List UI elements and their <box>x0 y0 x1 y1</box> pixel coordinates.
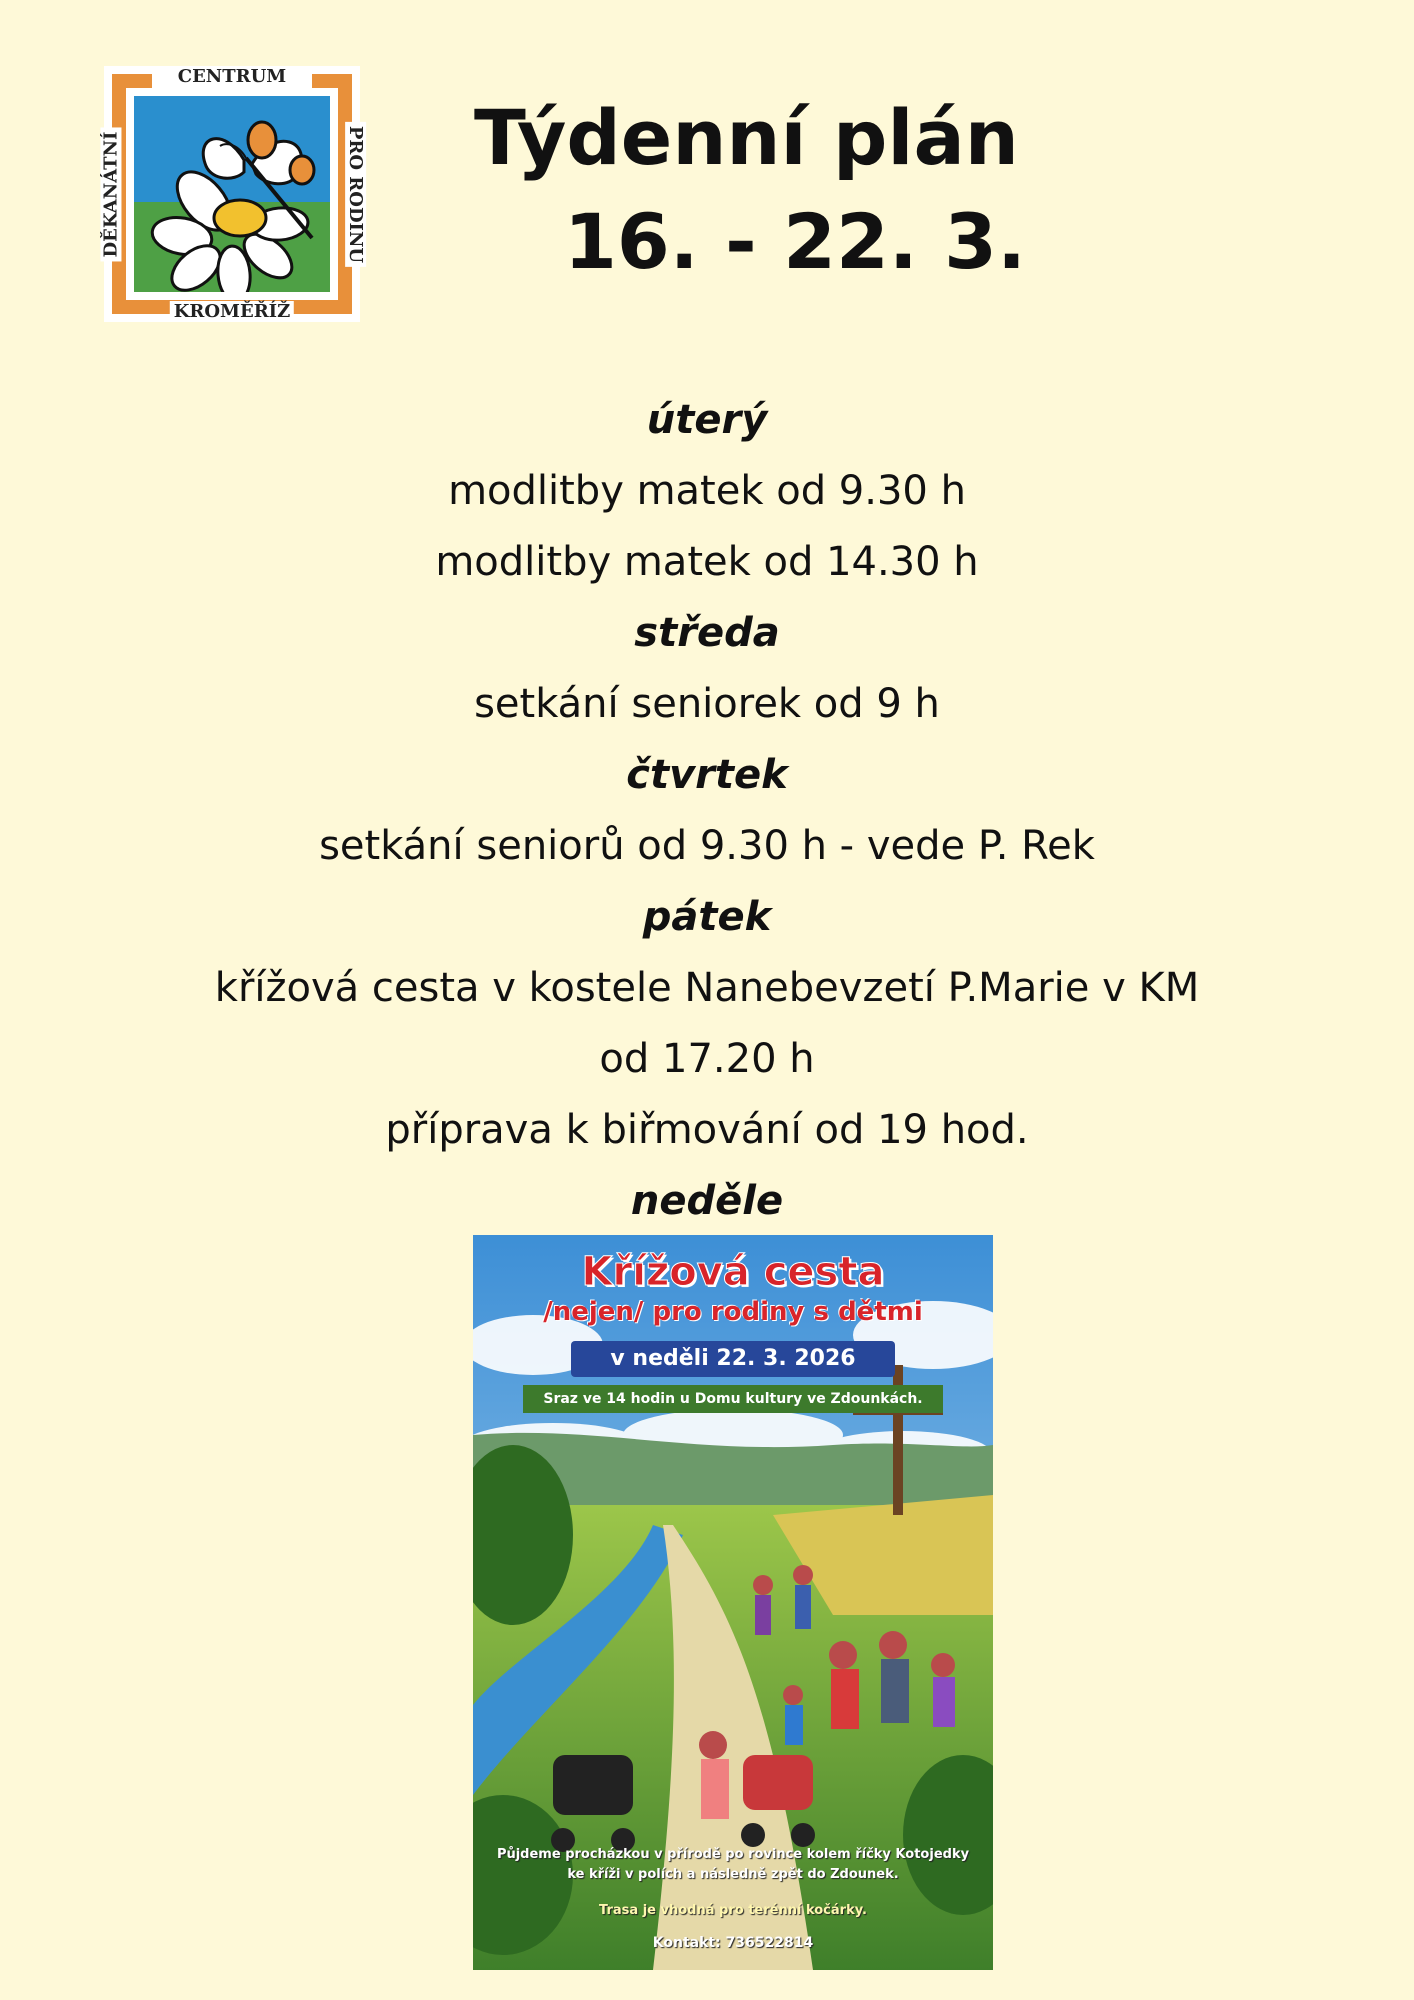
poster-date: v neděli 22. 3. 2026 <box>571 1341 895 1377</box>
logo-emblem <box>134 96 330 292</box>
day-heading: úterý <box>646 397 768 443</box>
page-title <box>380 93 1090 286</box>
event-line: modlitby matek od 14.30 h <box>435 539 979 585</box>
logo <box>100 66 366 322</box>
day-heading: čtvrtek <box>626 752 788 798</box>
event-line: modlitby matek od 9.30 h <box>448 468 966 514</box>
event-line: setkání seniorek od 9 h <box>474 681 940 727</box>
event-line: setkání seniorů od 9.30 h - vede P. Rek <box>319 823 1095 869</box>
poster-title: Křížová cesta <box>581 1249 885 1295</box>
event-line: křížová cesta v kostele Nanebevzetí P.Marie v KM <box>214 965 1200 1011</box>
title-dates: 16. - 22. 3. <box>564 197 1026 286</box>
day-heading: středa <box>634 610 780 656</box>
logo-text-right: PRO RODINU <box>345 122 366 267</box>
poster-contact: Kontakt: 736522814 <box>652 1935 814 1951</box>
poster-note: Trasa je vhodná pro terénní kočárky. <box>599 1903 867 1918</box>
poster-description <box>473 1845 993 1885</box>
weekly-schedule <box>0 385 1414 1237</box>
daisy-butterfly-icon <box>134 96 330 292</box>
poster-subtitle: /nejen/ pro rodiny s dětmi <box>543 1297 923 1327</box>
poster-description-line: ke kříži v polích a následně zpět do Zdounek. <box>567 1867 899 1882</box>
day-heading: neděle <box>630 1178 784 1224</box>
event-poster <box>473 1235 993 1970</box>
poster-description-line: Půjdeme procházkou v přírodě po rovince kolem říčky Kotojedky <box>496 1847 970 1862</box>
logo-text-left: DĚKANÁTNÍ <box>100 128 121 262</box>
title-heading: Týdenní plán <box>474 93 1019 182</box>
event-line: od 17.20 h <box>599 1036 815 1082</box>
event-line: příprava k biřmování od 19 hod. <box>385 1107 1029 1153</box>
poster-meeting: Sraz ve 14 hodin u Domu kultury ve Zdounkách. <box>523 1385 943 1413</box>
logo-text-top: CENTRUM <box>174 66 290 87</box>
logo-text-bottom: KROMĚŘÍŽ <box>170 301 294 322</box>
day-heading: pátek <box>642 894 772 940</box>
